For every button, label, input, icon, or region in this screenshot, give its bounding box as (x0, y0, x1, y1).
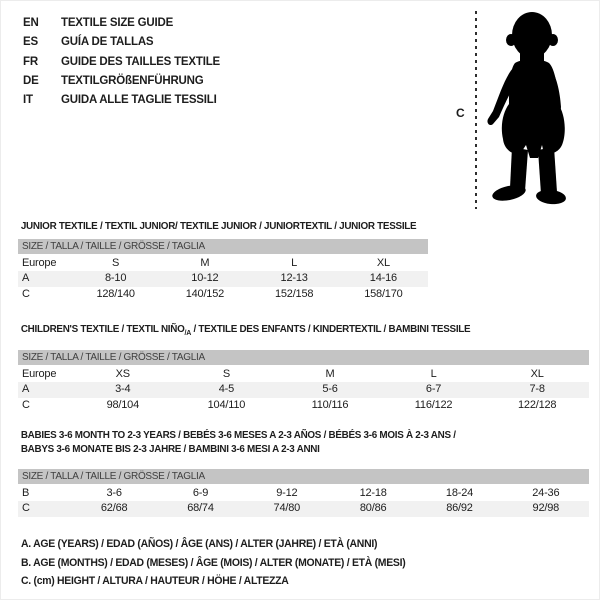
childrens-textile-table (18, 323, 589, 413)
junior-table-title: JUNIOR TEXTILE / TEXTIL JUNIOR/ TEXTILE JUNIOR / JUNIORTEXTIL / JUNIOR TESSILE (20, 220, 417, 232)
height-cell: 140/152 (185, 287, 225, 300)
language-code: IT (23, 94, 33, 107)
size-cell: M (325, 368, 335, 381)
height-cell: 128/140 (96, 287, 135, 300)
table-row-age (18, 271, 428, 286)
height-cell: 98/104 (106, 398, 140, 411)
language-list (23, 14, 220, 110)
age-cell: 10-12 (191, 272, 219, 285)
size-cell: L (430, 368, 437, 381)
language-row-it (23, 91, 220, 110)
title-part: CHILDREN'S TEXTILE / TEXTIL NIÑO (20, 323, 185, 335)
height-cell: 158/170 (364, 287, 403, 300)
row-label: Europe (22, 257, 57, 269)
age-cell: 4-5 (218, 383, 235, 396)
language-row-es (23, 33, 220, 52)
age-cell: 18-24 (445, 487, 474, 499)
language-code: DE (23, 74, 39, 87)
age-cell: 7-8 (529, 383, 545, 396)
language-code: FR (23, 55, 38, 68)
size-header-bar: SIZE / TALLA / TAILLE / GRÖSSE / TAGLIA (18, 350, 589, 365)
legend-notes (21, 535, 426, 591)
height-cell: 86/92 (446, 502, 473, 515)
title-line-2: BABYS 3-6 MONATE BIS 2-3 JAHRE / BAMBINI 3-6 MESI A 2-3 ANNI (20, 442, 320, 455)
size-cell: XL (376, 257, 390, 269)
height-cell: 104/110 (207, 398, 246, 411)
height-cell: 80/86 (359, 502, 387, 515)
junior-textile-table (18, 220, 428, 302)
title-line-1: BABIES 3-6 MONTH TO 2-3 YEARS / BEBÉS 3-6 MESES A 2-3 AÑOS / BÉBÉS 3-6 MOIS À 2-3 ANS / (20, 429, 456, 441)
row-label: A (22, 272, 30, 285)
size-cell: L (291, 257, 298, 269)
table-row-age (18, 382, 589, 397)
babies-textile-table (18, 429, 589, 517)
age-cell: 5-6 (322, 383, 338, 396)
size-cell: S (112, 257, 120, 269)
note-height-cm: C. (cm) HEIGHT / ALTURA / HAUTEUR / HÖHE / ALTEZZA (21, 575, 289, 588)
row-label: C (22, 398, 30, 411)
language-row-de (23, 72, 220, 91)
language-title: GUÍA DE TALLAS (61, 36, 154, 49)
size-cell: M (200, 257, 210, 269)
language-row-fr (23, 53, 220, 72)
toddler-silhouette-image (487, 9, 599, 214)
height-measure-dotted-line (475, 11, 477, 209)
height-cell: 62/68 (100, 502, 128, 515)
table-row-height (18, 398, 589, 413)
size-cell: XS (115, 368, 130, 381)
language-title: GUIDA ALLE TAGLIE TESSILI (61, 94, 217, 107)
babies-table-title (18, 429, 555, 456)
language-title: GUIDE DES TAILLES TEXTILE (61, 55, 220, 68)
height-cell: 152/158 (274, 287, 314, 300)
row-label: B (22, 487, 30, 499)
age-cell: 12-13 (280, 272, 308, 285)
table-row-europe (18, 256, 428, 271)
language-row-en (23, 14, 220, 33)
size-header-bar: SIZE / TALLA / TAILLE / GRÖSSE / TAGLIA (18, 469, 589, 484)
height-cell: 74/80 (273, 502, 301, 515)
row-label: A (22, 383, 30, 396)
age-cell: 24-36 (532, 487, 560, 499)
height-cell: 110/116 (311, 398, 349, 411)
table-row-europe (18, 367, 589, 382)
language-title: TEXTILGRÖßENFÜHRUNG (61, 74, 204, 87)
title-part: / TEXTILE DES ENFANTS / KINDERTEXTIL / BAMBINI TESSILE (191, 323, 471, 335)
table-row-height (18, 501, 589, 516)
age-cell: 3-6 (106, 487, 122, 499)
height-cell: 68/74 (187, 502, 214, 515)
language-code: ES (23, 36, 38, 49)
note-age-years: A. AGE (YEARS) / EDAD (AÑOS) / ÂGE (ANS) / ALTER (JAHRE) / ETÀ (ANNI) (21, 538, 378, 550)
size-header-bar: SIZE / TALLA / TAILLE / GRÖSSE / TAGLIA (18, 239, 428, 254)
title-subscript: /A (184, 328, 192, 338)
row-label: Europe (22, 368, 57, 381)
age-cell: 14-16 (369, 272, 397, 285)
size-cell: S (222, 368, 230, 381)
toddler-silhouette-icon (487, 9, 599, 209)
table-row-age-months (18, 486, 589, 501)
table-row-height (18, 287, 428, 302)
height-measure-label: C (456, 106, 465, 120)
row-label: C (22, 287, 30, 300)
height-cell: 116/122 (414, 398, 453, 411)
childrens-table-title (18, 323, 555, 339)
age-cell: 3-4 (115, 383, 131, 396)
age-cell: 8-10 (105, 272, 127, 285)
language-title: TEXTILE SIZE GUIDE (61, 17, 174, 29)
height-cell: 122/128 (517, 398, 557, 411)
note-age-months: B. AGE (MONTHS) / EDAD (MESES) / ÂGE (MOIS) / ALTER (MONATE) / ETÀ (MESI) (21, 556, 406, 569)
size-cell: XL (530, 368, 544, 381)
row-label: C (22, 502, 30, 515)
age-cell: 6-9 (192, 487, 209, 499)
age-cell: 6-7 (425, 383, 442, 396)
language-code: EN (23, 17, 39, 29)
age-cell: 9-12 (276, 487, 298, 499)
height-cell: 92/98 (532, 502, 560, 515)
age-cell: 12-18 (359, 487, 387, 499)
